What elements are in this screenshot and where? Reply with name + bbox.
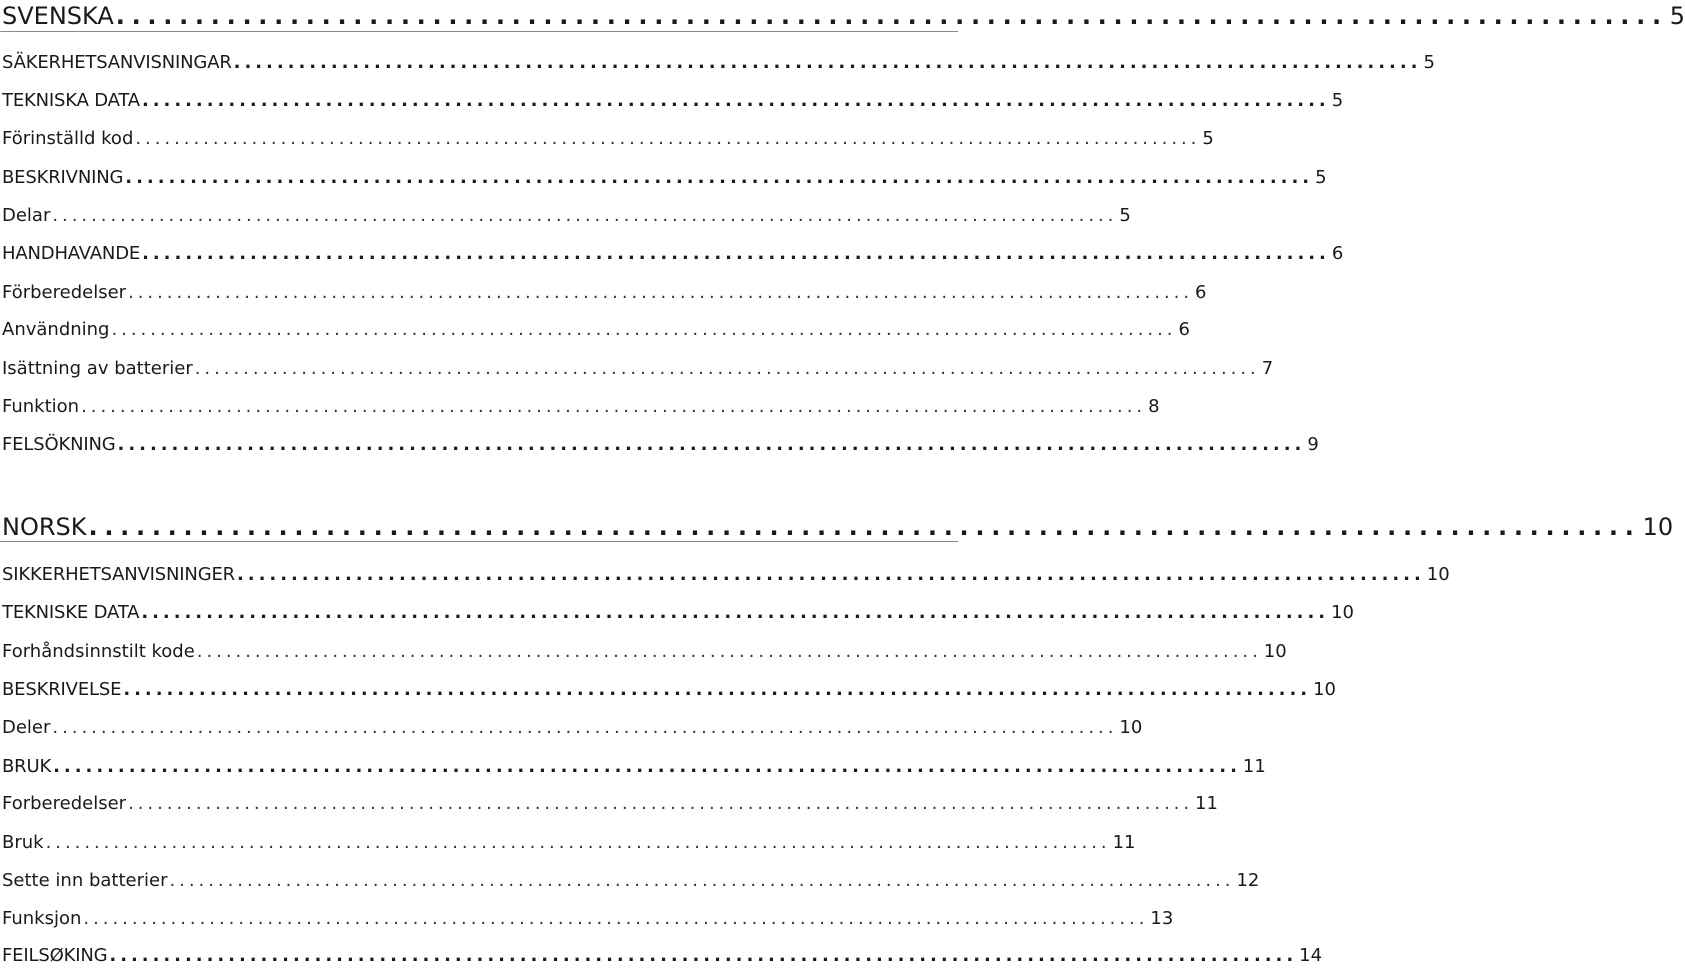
toc-heading[interactable] — [2, 513, 1674, 541]
toc-entry[interactable] — [2, 89, 1344, 113]
toc-entry-page: 7 — [1261, 358, 1274, 379]
dot-leader: .............................................................................................................. — [111, 319, 1177, 340]
toc-entry-label: SÄKERHETSANVISNINGAR — [2, 52, 232, 73]
dot-leader: .............................................................................................................. — [81, 396, 1147, 417]
dot-leader: .............................................................................................................. — [117, 434, 1306, 455]
dot-leader: .............................................................................................................. — [141, 90, 1330, 111]
toc-entry[interactable] — [2, 563, 1450, 587]
toc-entry-label: Forberedelser — [2, 793, 127, 814]
toc-entry[interactable] — [2, 792, 1218, 816]
toc-entry-page: 11 — [1112, 832, 1136, 853]
toc-entry-page: 5 — [1331, 90, 1344, 111]
toc-entry-page: 10 — [1119, 717, 1143, 738]
toc-entry-label: BESKRIVNING — [2, 167, 124, 188]
toc-entry-label: Förberedelser — [2, 282, 127, 303]
toc-entry[interactable] — [2, 281, 1207, 305]
dot-leader: .............................................................................................................. — [142, 243, 1330, 264]
toc-entry-label: SIKKERHETSANVISNINGER — [2, 564, 235, 585]
heading-underline — [0, 541, 958, 542]
dot-leader: .............................................................................................................. — [52, 205, 1118, 226]
toc-entry-page: 13 — [1150, 908, 1174, 929]
toc-entry-page: 5 — [1119, 205, 1131, 226]
toc-heading[interactable] — [2, 2, 1685, 30]
toc-entry[interactable] — [2, 318, 1190, 342]
dot-leader: .............................................................................................................. — [109, 945, 1298, 966]
toc-entry-page: 12 — [1236, 870, 1260, 891]
toc-entry-page: 6 — [1331, 243, 1344, 264]
toc-entry-page: 5 — [1423, 52, 1435, 73]
toc-entry-label: Sette inn batterier — [2, 870, 168, 891]
toc-entry[interactable] — [2, 678, 1336, 702]
dot-leader: .............................................................................................................. — [196, 641, 1262, 662]
dot-leader: .............................................................................................................. — [123, 679, 1312, 700]
toc-entry-label: BRUK — [2, 756, 52, 777]
toc-entry-page: 10 — [1263, 641, 1287, 662]
dot-leader: .............................................................................................................. — [45, 832, 1111, 853]
toc-entry[interactable] — [2, 944, 1323, 968]
toc-entry-page: 6 — [1195, 282, 1207, 303]
toc-entry[interactable] — [2, 640, 1287, 664]
dot-leader: .............................................................................................................. — [233, 52, 1422, 73]
toc-entry-page: 11 — [1242, 756, 1266, 777]
toc-entry-label: Isättning av batterier — [2, 358, 193, 379]
dot-leader: .............................................................................................................. — [53, 756, 1241, 777]
dot-leader: .............................................................................................................. — [141, 602, 1330, 623]
toc-heading-page: 10 — [1642, 513, 1674, 541]
dot-leader: .............................................................................................................. — [128, 282, 1194, 303]
toc-entry[interactable] — [2, 869, 1260, 893]
toc-entry-page: 10 — [1331, 602, 1354, 623]
toc-entry-page: 5 — [1202, 128, 1214, 149]
toc-entry-label: Funksjon — [2, 908, 82, 929]
dot-leader: .................................................................................................. — [115, 2, 1668, 30]
toc-heading-page: 5 — [1669, 2, 1685, 30]
toc-entry-page: 5 — [1315, 167, 1327, 188]
toc-entry[interactable] — [2, 127, 1214, 151]
dot-leader: .............................................................................................................. — [125, 167, 1314, 188]
toc-entry[interactable] — [2, 755, 1266, 779]
toc-entry-page: 14 — [1299, 945, 1323, 966]
toc-entry[interactable] — [2, 395, 1160, 419]
dot-leader: .................................................................................................. — [88, 513, 1641, 541]
toc-entry-label: FELSÖKNING — [2, 434, 116, 455]
toc-entry-label: HANDHAVANDE — [2, 243, 141, 264]
toc-entry-label: Bruk — [2, 832, 44, 853]
toc-entry[interactable] — [2, 166, 1327, 190]
dot-leader: .............................................................................................................. — [237, 564, 1425, 585]
dot-leader: .............................................................................................................. — [194, 358, 1260, 379]
toc-entry-page: 9 — [1307, 434, 1319, 455]
toc-entry[interactable] — [2, 51, 1435, 75]
toc-entry[interactable] — [2, 831, 1136, 855]
toc-entry[interactable] — [2, 357, 1274, 381]
toc-entry-label: BESKRIVELSE — [2, 679, 122, 700]
toc-entry-page: 11 — [1195, 793, 1218, 814]
toc-entry-page: 6 — [1178, 319, 1190, 340]
toc-entry-label: Deler — [2, 717, 51, 738]
dot-leader: .............................................................................................................. — [135, 128, 1201, 149]
toc-entry-label: TEKNISKA DATA — [2, 90, 140, 111]
toc-entry-label: Förinställd kod — [2, 128, 134, 149]
dot-leader: .............................................................................................................. — [52, 717, 1118, 738]
toc-entry[interactable] — [2, 433, 1319, 457]
toc-entry-page: 10 — [1313, 679, 1336, 700]
toc-entry[interactable] — [2, 204, 1131, 228]
toc-entry[interactable] — [2, 242, 1344, 266]
toc-entry-page: 10 — [1426, 564, 1450, 585]
dot-leader: .............................................................................................................. — [83, 908, 1149, 929]
toc-entry-label: FEILSØKING — [2, 945, 108, 966]
toc-entry-label: Delar — [2, 205, 51, 226]
toc-entry[interactable] — [2, 601, 1354, 625]
toc-entry[interactable] — [2, 907, 1174, 931]
toc-entry-label: Forhåndsinnstilt kode — [2, 641, 195, 662]
toc-entry-label: Användning — [2, 319, 110, 340]
toc-entry-label: TEKNISKE DATA — [2, 602, 140, 623]
toc-entry-label: Funktion — [2, 396, 80, 417]
toc-heading-title: SVENSKA — [2, 2, 114, 30]
dot-leader: .............................................................................................................. — [169, 870, 1235, 891]
toc-heading-title: NORSK — [2, 513, 87, 541]
dot-leader: .............................................................................................................. — [128, 793, 1194, 814]
heading-underline — [0, 31, 958, 32]
toc-entry-page: 8 — [1148, 396, 1160, 417]
toc-entry[interactable] — [2, 716, 1143, 740]
